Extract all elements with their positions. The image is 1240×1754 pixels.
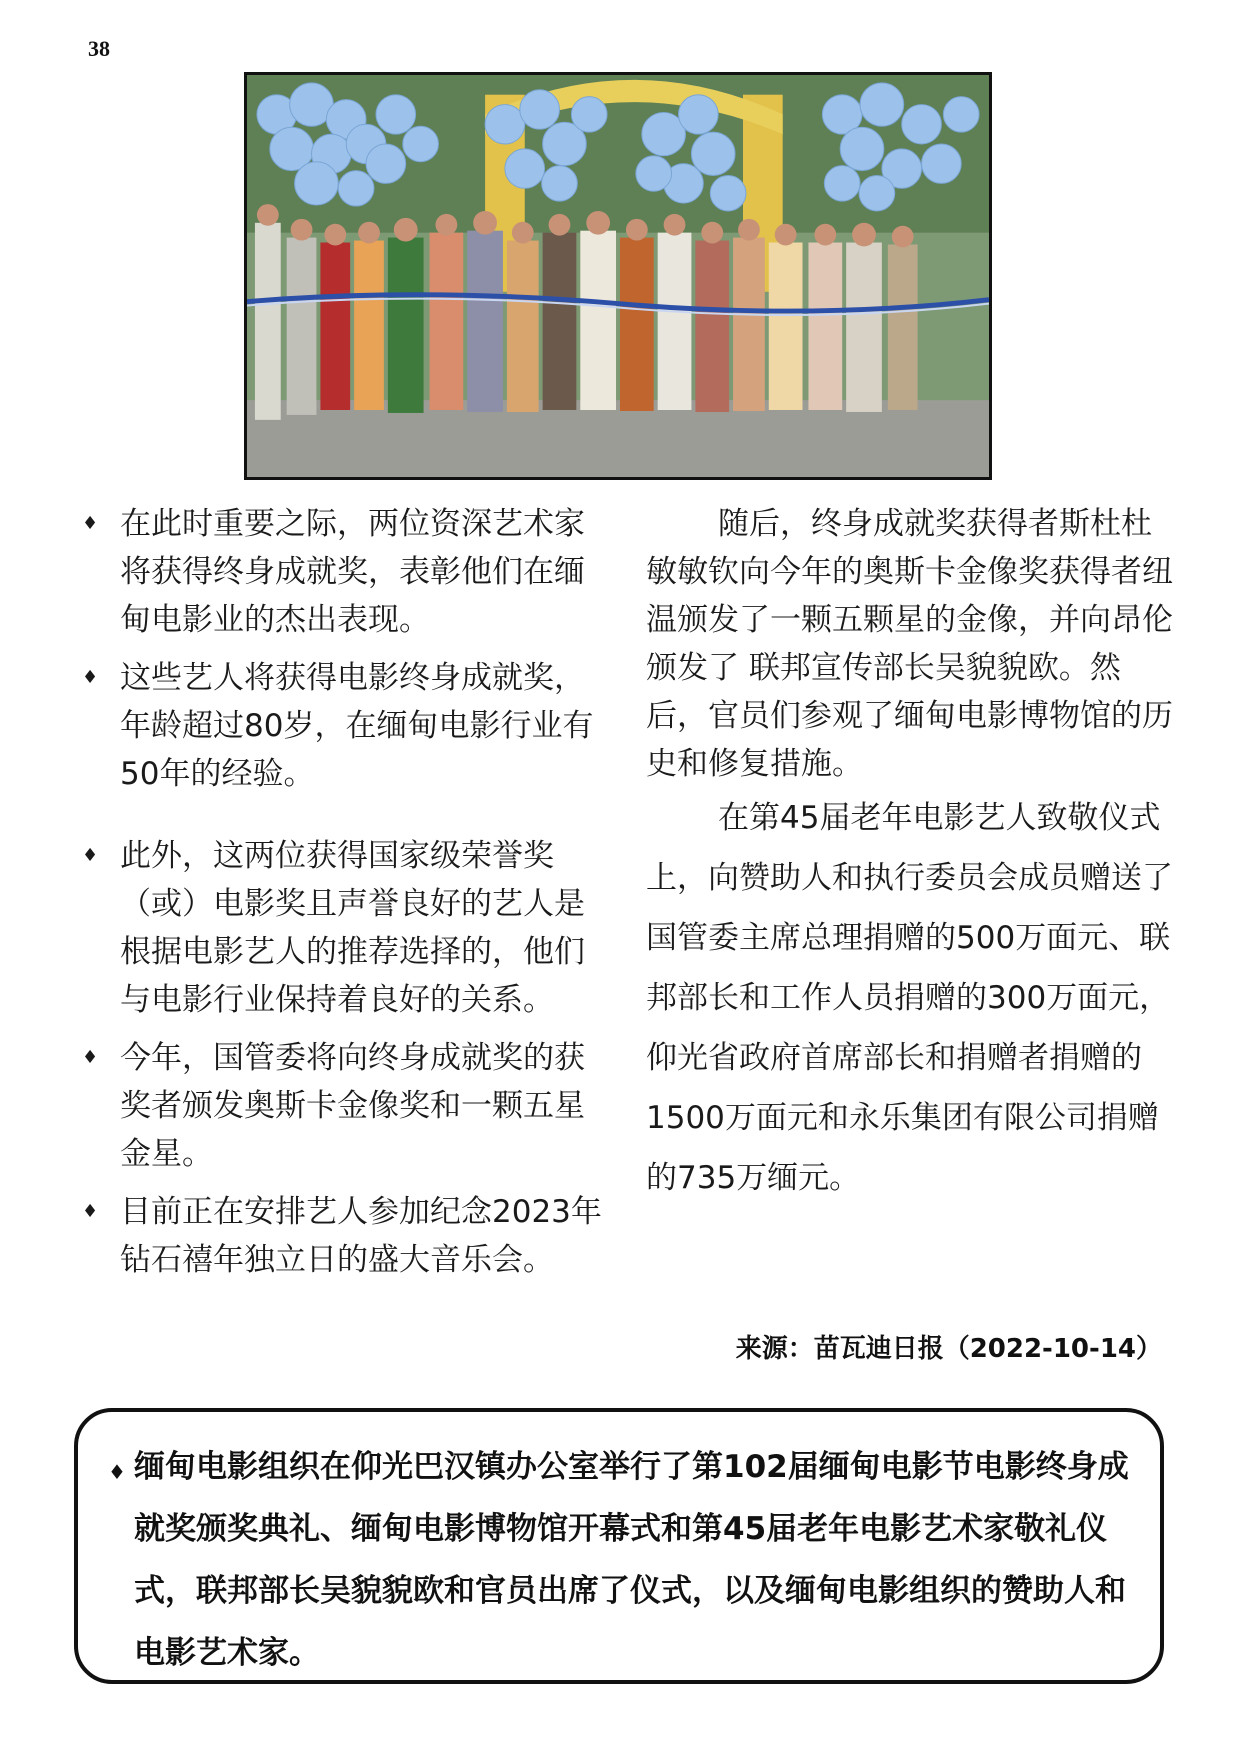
- bullet-diamond-icon: ♦: [82, 513, 99, 534]
- bullet-diamond-icon: ♦: [82, 845, 99, 866]
- bullet-text: 今年，国管委将向终身成就奖的获奖者颁发奥斯卡金像奖和一颗五星金星。: [120, 1040, 585, 1172]
- bullet-diamond-icon: ♦: [82, 1201, 99, 1222]
- bullet-diamond-icon: ♦: [82, 1047, 99, 1068]
- list-item: [82, 500, 612, 644]
- left-column: [82, 500, 612, 1284]
- list-item: [82, 1188, 612, 1284]
- summary-text: 缅甸电影组织在仰光巴汉镇办公室举行了第102届缅甸电影节电影终身成就奖颁奖典礼、缅甸电影博物馆开幕式和第45届老年电影艺术家敬礼仪式，联邦部长吴貌貌欧和官员出席了仪式，以及缅甸电影组织的赞助人和电影艺术家。: [134, 1449, 1129, 1671]
- ribbon-cutting-photo: [244, 72, 992, 480]
- list-item: [82, 1034, 612, 1178]
- source-citation: 来源：苗瓦迪日报（2022-10-14）: [735, 1334, 1162, 1364]
- list-item: [82, 832, 612, 1024]
- bullet-text: 此外，这两位获得国家级荣誉奖（或）电影奖且声誉良好的艺人是根据电影艺人的推荐选择的，他们与电影行业保持着良好的关系。: [120, 838, 585, 1018]
- bullet-text: 在此时重要之际，两位资深艺术家将获得终身成就奖，表彰他们在缅甸电影业的杰出表现。: [120, 506, 585, 638]
- body-paragraph: 随后，终身成就奖获得者斯杜杜敏敏钦向今年的奥斯卡金像奖获得者纽温颁发了一颗五颗星的金像，并向昂伦颁发了 联邦宣传部长吴貌貌欧。然后，官员们参观了缅甸电影博物馆的历史和修复措施。: [646, 506, 1173, 782]
- bullet-diamond-icon: ♦: [108, 1460, 126, 1484]
- bullet-diamond-icon: ♦: [82, 667, 99, 688]
- bullet-text: 这些艺人将获得电影终身成就奖，年龄超过80岁，在缅甸电影行业有50年的经验。: [120, 660, 594, 792]
- right-column: [646, 500, 1176, 1208]
- list-item: [82, 654, 612, 798]
- ceremony-illustration: [247, 75, 989, 477]
- body-paragraph: 在第45届老年电影艺人致敬仪式上，向赞助人和执行委员会成员赠送了国管委主席总理捐赠的500万面元、联邦部长和工作人员捐赠的300万面元，仰光省政府首席部长和捐赠者捐赠的1500万面元和永乐集团有限公司捐赠的735万缅元。: [646, 800, 1173, 1196]
- page-number: 38: [88, 36, 110, 61]
- bullet-text: 目前正在安排艺人参加纪念2023年钻石禧年独立日的盛大音乐会。: [120, 1194, 602, 1278]
- summary-box: [74, 1408, 1164, 1684]
